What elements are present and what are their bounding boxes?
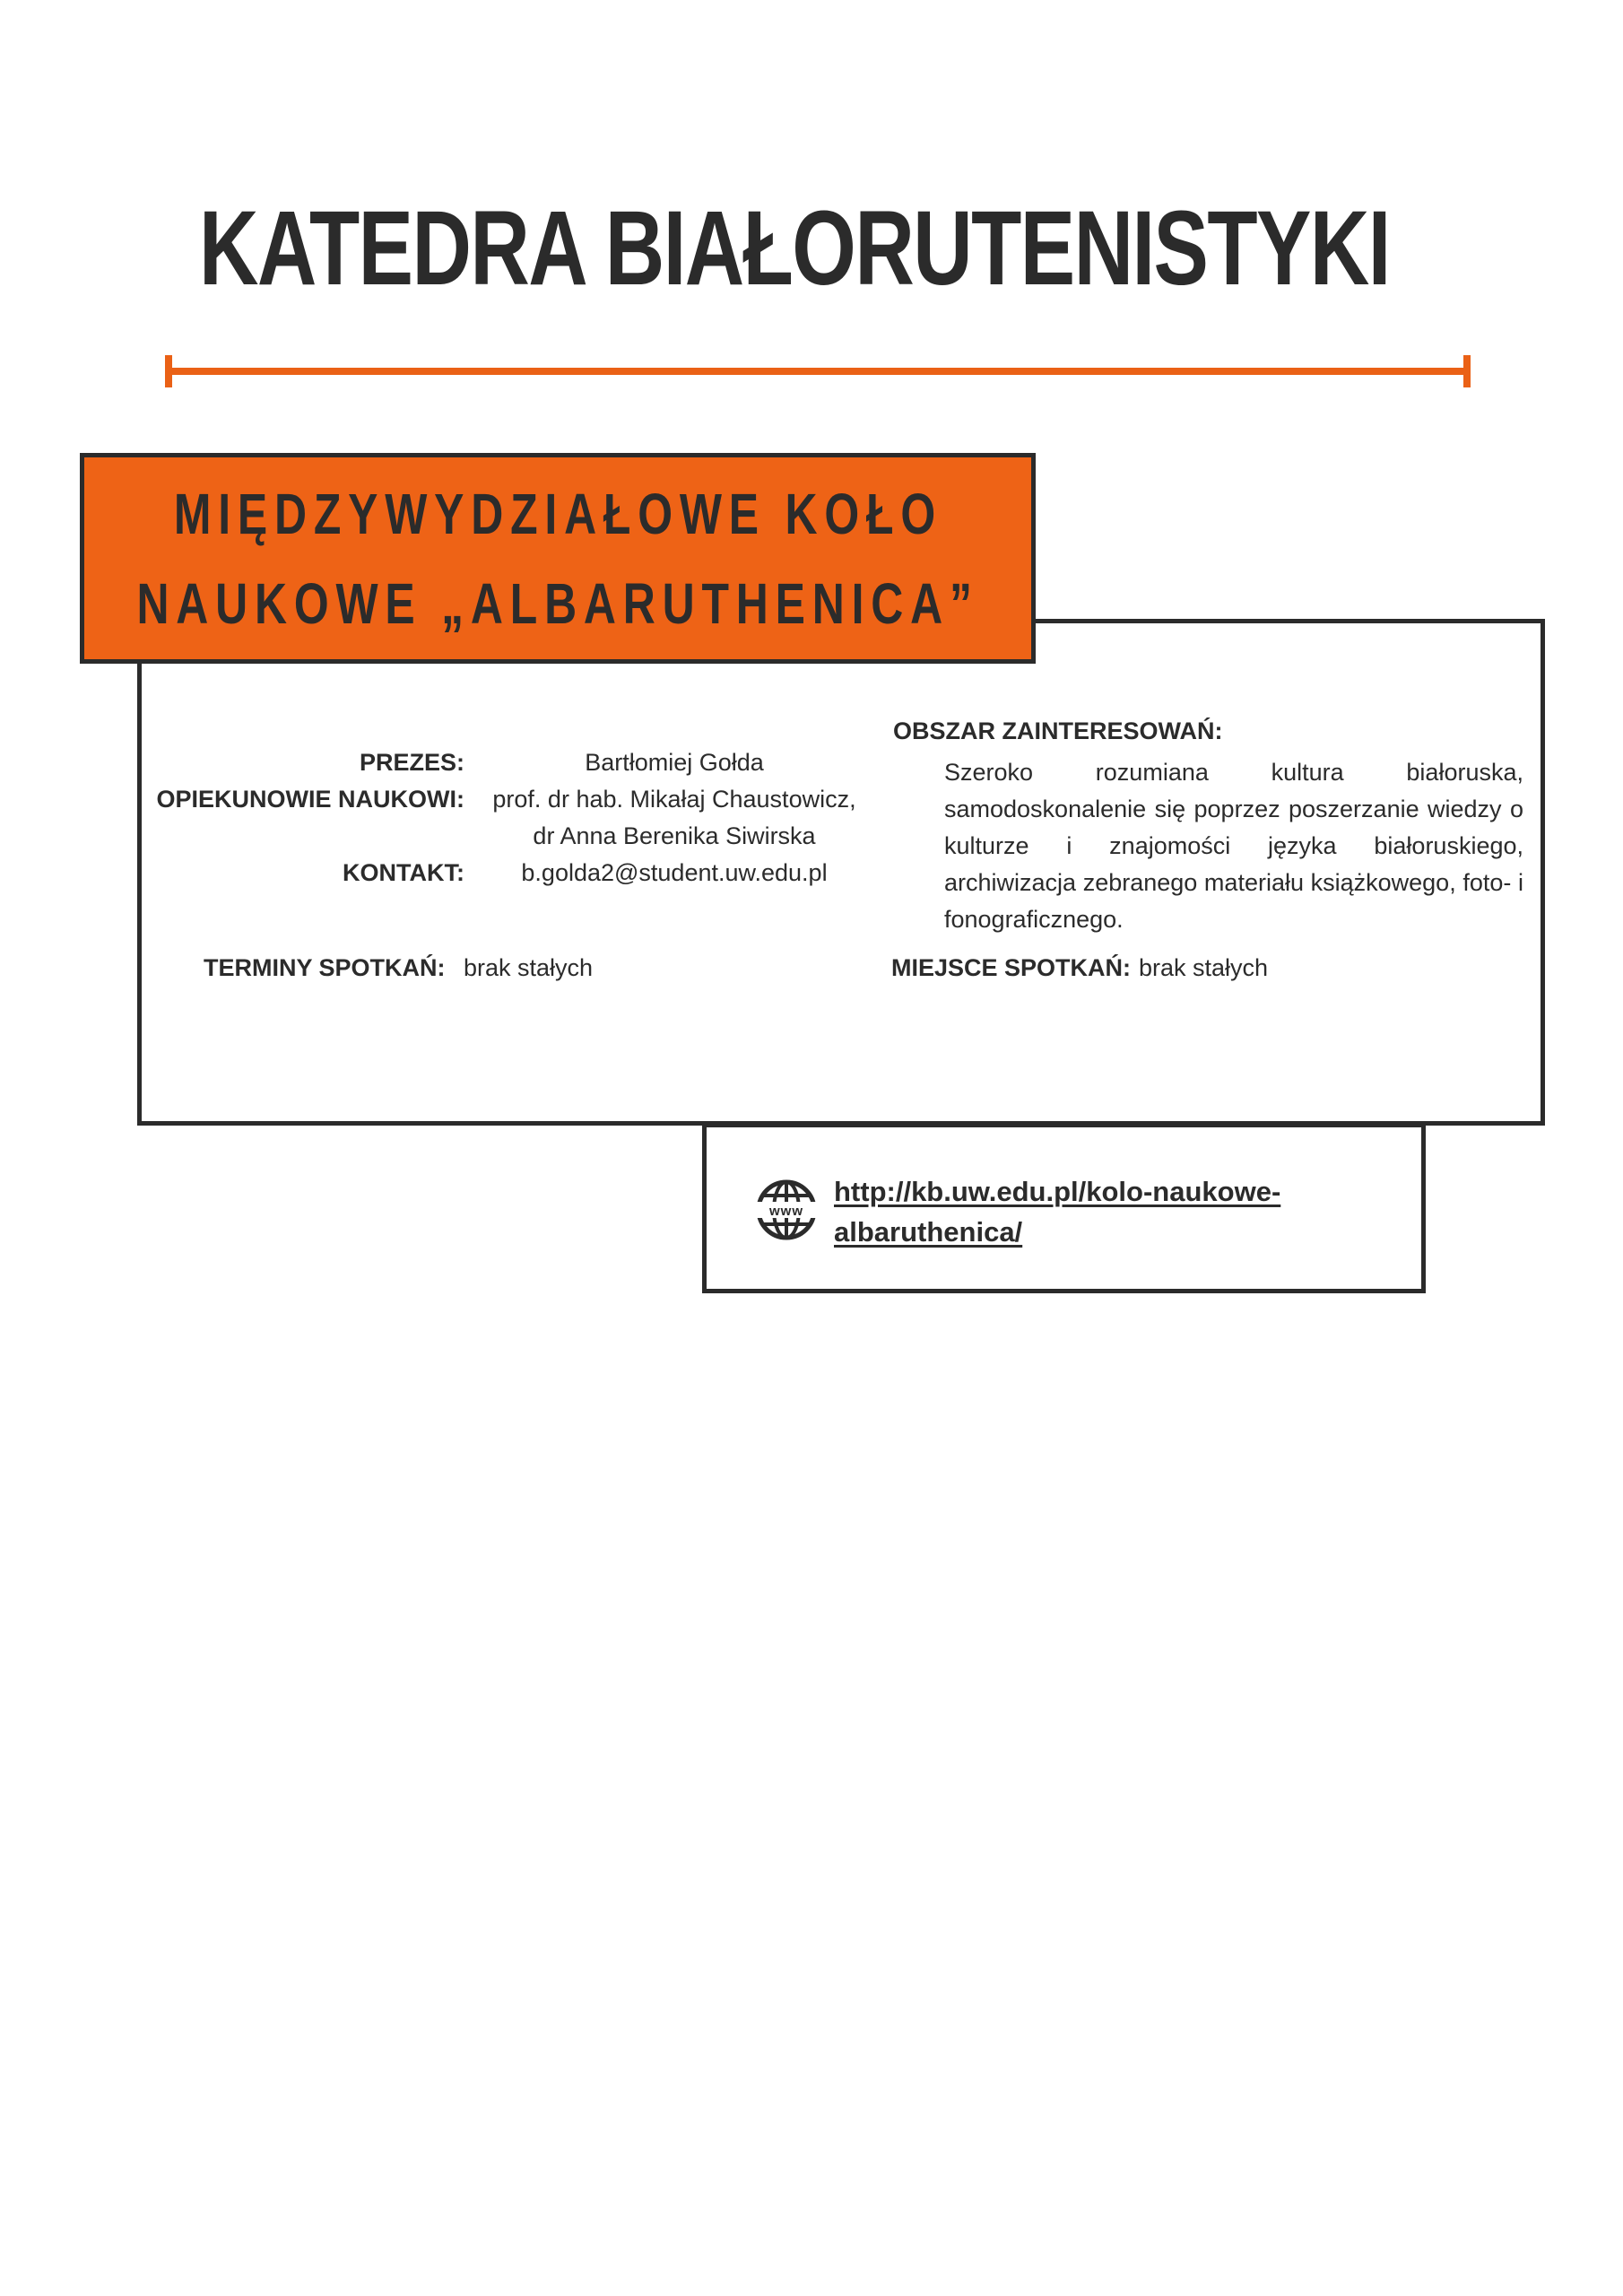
obszar-value: Szeroko rozumiana kultura białoruska, samodoskonalenie się poprzez poszerzanie wiedzy o kulturze i znajomości języka białoruskiego, archiwizacja zebranego materiału książkowego, foto- i fonograficznego. — [944, 759, 1523, 933]
www-globe-icon — [754, 1178, 819, 1242]
terminy-value: brak stałych — [464, 954, 594, 981]
title-divider — [165, 368, 1471, 375]
miejsce-value: brak stałych — [1139, 954, 1269, 981]
kontakt-value[interactable]: b.golda2@student.uw.edu.pl — [521, 859, 828, 886]
obszar-label: OBSZAR ZAINTERESOWAŃ: — [893, 718, 1223, 744]
banner-line-2: NAUKOWE „ALBARUTHENICA” — [136, 570, 979, 636]
prezes-value: Bartłomiej Gołda — [585, 749, 764, 776]
club-name-banner — [80, 453, 1036, 664]
opiekunowie-value-2: dr Anna Berenika Siwirska — [533, 822, 816, 849]
terminy-label: TERMINY SPOTKAŃ: — [204, 954, 446, 981]
svg-text:www: www — [768, 1204, 804, 1219]
miejsce-label: MIEJSCE SPOTKAŃ: — [891, 954, 1132, 981]
banner-line-1: MIĘDZYWYDZIAŁOWE KOŁO — [173, 481, 942, 546]
website-link[interactable]: http://kb.uw.edu.pl/kolo-naukowe-albaruthenica/ — [834, 1176, 1281, 1248]
kontakt-label: KONTAKT: — [343, 859, 464, 886]
opiekunowie-label: OPIEKUNOWIE NAUKOWI: — [156, 786, 464, 813]
page-title: KATEDRA BIAŁORUTENISTYKI — [199, 189, 1390, 308]
prezes-label: PREZES: — [359, 749, 464, 776]
opiekunowie-value-1: prof. dr hab. Mikałaj Chaustowicz, — [492, 786, 856, 813]
